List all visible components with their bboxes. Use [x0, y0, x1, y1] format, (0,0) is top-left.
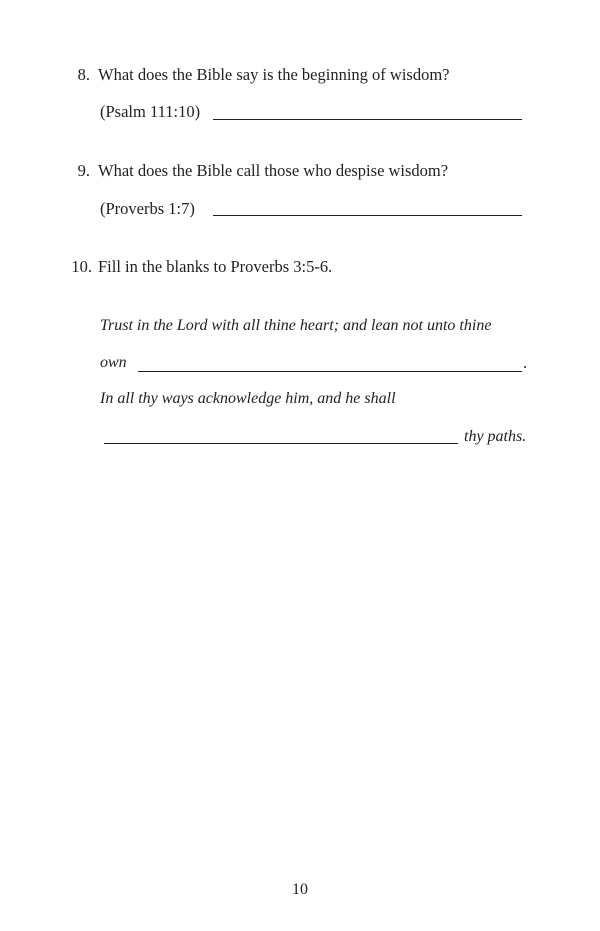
verse-line: In all thy ways acknowledge him, and he shall — [100, 390, 396, 407]
question-number: 9. — [77, 161, 90, 180]
question-number: 10. — [71, 257, 92, 276]
question-prompt: What does the Bible call those who despise wisdom? — [98, 161, 449, 180]
answer-blank[interactable] — [138, 371, 522, 372]
verse-period: . — [523, 353, 528, 372]
question-prompt: What does the Bible say is the beginning of wisdom? — [98, 65, 450, 84]
scripture-reference: (Proverbs 1:7) — [100, 199, 195, 218]
question-prompt: Fill in the blanks to Proverbs 3:5-6. — [98, 257, 333, 276]
verse-word-own: own — [100, 354, 127, 371]
scripture-reference: (Psalm 111:10) — [100, 102, 201, 121]
answer-blank[interactable] — [213, 119, 522, 120]
verse-ending: thy paths. — [464, 428, 527, 445]
question-number: 8. — [77, 65, 90, 84]
verse-line: Trust in the Lord with all thine heart; and lean not unto thine — [100, 317, 492, 334]
answer-blank[interactable] — [104, 443, 458, 444]
answer-blank[interactable] — [213, 215, 522, 216]
page-number: 10 — [292, 881, 308, 898]
